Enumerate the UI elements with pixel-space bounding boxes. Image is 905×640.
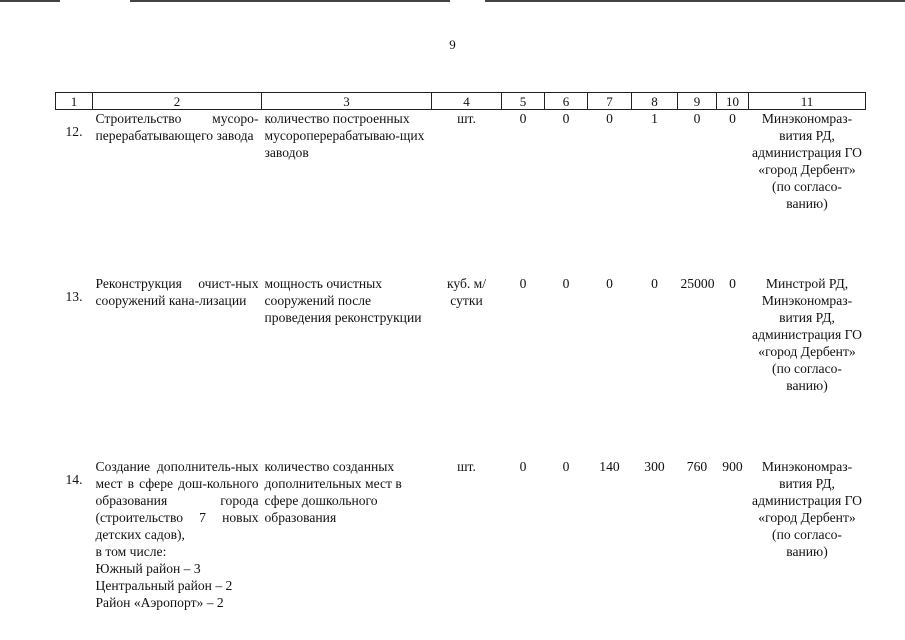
column-number: 11 (749, 93, 866, 110)
value-cell: 0 (606, 276, 613, 291)
value-cell: 0 (729, 111, 736, 126)
value-cell: 0 (651, 276, 658, 291)
table-row (56, 458, 866, 631)
column-number: 6 (545, 93, 588, 110)
table-row (56, 110, 866, 276)
unit: шт. (457, 111, 476, 126)
value-cell: 0 (519, 459, 527, 474)
measure-name-sub: Район «Аэропорт» – 2 (95, 595, 224, 610)
column-number: 8 (632, 93, 678, 110)
indicator: количество построенных мусороперерабатываю-щих заводов (264, 111, 425, 160)
unit: куб. м/сутки (446, 276, 487, 308)
responsible: Минэкономраз-вития РД, администрация ГО «город Дербент» (по согласо-ванию) (752, 111, 862, 211)
measure-name-sub: в том числе: (95, 544, 167, 559)
value-cell: 0 (562, 111, 570, 126)
value-cell: 140 (599, 459, 620, 474)
measure-name: Реконструкция очист-ных сооружений кана-лизации (95, 276, 259, 308)
responsible: Минстрой РД, Минэкономраз-вития РД, администрация ГО «город Дербент» (по согласо-ванию) (752, 276, 862, 393)
column-number: 4 (432, 93, 502, 110)
table-row (56, 275, 866, 458)
value-cell: 25000 (680, 276, 715, 291)
measure-name-main: Создание дополнитель-ных мест в сфере дош-кольного образования города (строительство 7 новых детских садов), (95, 459, 259, 542)
value-cell: 0 (519, 111, 527, 126)
row-number: 14. (65, 472, 83, 487)
column-number: 7 (588, 93, 632, 110)
value-cell: 0 (693, 111, 701, 126)
value-cell: 0 (562, 276, 570, 291)
top-border-middle (130, 0, 450, 2)
value-cell: 0 (729, 276, 736, 291)
measure-name (93, 458, 262, 631)
column-number: 3 (262, 93, 432, 110)
measure-name-sub: Южный район – 3 (95, 561, 201, 576)
unit: шт. (457, 459, 476, 474)
value-cell: 0 (562, 459, 570, 474)
column-number: 10 (717, 93, 749, 110)
column-number: 9 (678, 93, 717, 110)
value-cell: 0 (519, 276, 527, 291)
column-number: 1 (56, 93, 93, 110)
column-number-row (56, 93, 866, 110)
responsible: Минэкономраз-вития РД, администрация ГО «город Дербент» (по согласо-ванию) (752, 459, 862, 559)
column-number: 5 (502, 93, 545, 110)
value-cell: 300 (644, 459, 665, 474)
row-number: 13. (65, 289, 83, 304)
program-table (55, 92, 866, 631)
row-number: 12. (65, 124, 83, 139)
value-cell: 760 (686, 459, 708, 474)
measure-name-sub: Центральный район – 2 (95, 578, 233, 593)
value-cell: 1 (651, 111, 658, 126)
top-border-left (0, 0, 60, 2)
value-cell: 0 (606, 111, 613, 126)
measure-name: Строительство мусоро-перерабатывающего завода (95, 111, 259, 143)
indicator: количество созданных дополнительных мест в сфере дошкольного образования (264, 459, 402, 525)
page-number: 9 (449, 37, 456, 52)
column-number: 2 (93, 93, 262, 110)
indicator: мощность очистных сооружений после проведения реконструкции (264, 276, 422, 325)
value-cell: 900 (722, 459, 743, 474)
top-border-right (485, 0, 905, 2)
